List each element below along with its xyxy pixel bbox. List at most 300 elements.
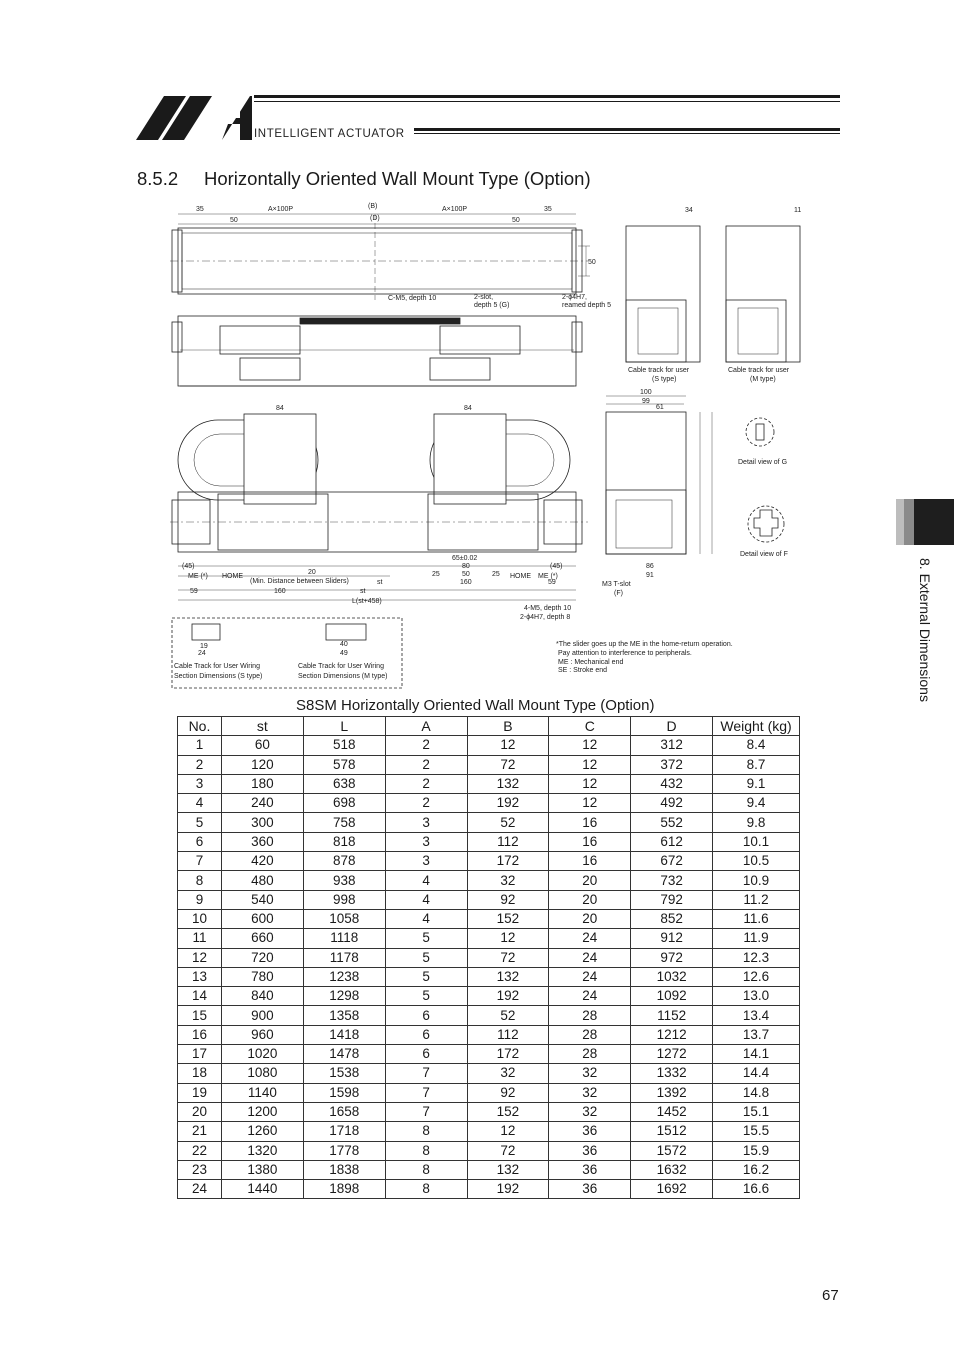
table-cell: 5	[385, 967, 467, 986]
table-cell: 660	[221, 929, 303, 948]
callout-2slot-1: 2-slot,	[474, 294, 494, 301]
table-cell: 192	[467, 1180, 549, 1199]
table-cell: 3	[385, 813, 467, 832]
table-cell: 1178	[303, 948, 385, 967]
table-cell: 11	[178, 929, 222, 948]
table-row	[178, 909, 800, 928]
table-cell: 1392	[631, 1083, 713, 1102]
table-cell: 998	[303, 890, 385, 909]
table-row	[178, 987, 800, 1006]
side-view-s-type	[626, 226, 700, 362]
table-cell: 1632	[631, 1160, 713, 1179]
table-cell: 1320	[221, 1141, 303, 1160]
table-row	[178, 1141, 800, 1160]
table-cell: 120	[221, 755, 303, 774]
col-header: C	[549, 717, 631, 736]
table-cell: 840	[221, 987, 303, 1006]
callout-2slot-2: depth 5 (G)	[474, 302, 510, 309]
table-cell: 11.9	[713, 929, 800, 948]
callout-reamed-1: 2-ϕ4H7,	[562, 294, 587, 301]
table-cell: 758	[303, 813, 385, 832]
table-cell: 8	[385, 1180, 467, 1199]
table-cell: 1692	[631, 1180, 713, 1199]
table-cell: 2	[385, 794, 467, 813]
dim-50-bottom: 50	[462, 571, 470, 578]
table-cell: 600	[221, 909, 303, 928]
dim-59-left: 59	[190, 588, 198, 595]
table-cell: 132	[467, 967, 549, 986]
dim-st-upper: st	[377, 579, 383, 586]
table-cell: 52	[467, 1006, 549, 1025]
dim-d: (D)	[370, 215, 380, 222]
dim-axp-right: A×100P	[442, 206, 468, 213]
table-cell: 2	[385, 736, 467, 755]
table-cell: 24	[549, 967, 631, 986]
callout-reamed-2: reamed depth 5	[562, 302, 612, 309]
table-cell: 72	[467, 755, 549, 774]
table-cell: 12.6	[713, 967, 800, 986]
table-cell: 8	[178, 871, 222, 890]
dim-59-right: 59	[548, 579, 556, 586]
table-cell: 1658	[303, 1102, 385, 1121]
table-cell: 578	[303, 755, 385, 774]
table-cell: 1238	[303, 967, 385, 986]
table-cell: 13.7	[713, 1025, 800, 1044]
note-line-1: *The slider goes up the ME in the home-return operation.	[556, 641, 733, 648]
table-cell: 24	[549, 929, 631, 948]
detail-g-label: Detail view of G	[738, 459, 788, 466]
table-cell: 492	[631, 794, 713, 813]
table-cell: 72	[467, 948, 549, 967]
table-cell: 8	[385, 1160, 467, 1179]
table-row	[178, 774, 800, 793]
table-cell: 1212	[631, 1025, 713, 1044]
table-cell: 3	[178, 774, 222, 793]
table-cell: 9	[178, 890, 222, 909]
table-row	[178, 1160, 800, 1179]
spec-table	[177, 716, 800, 1199]
side-view-m-type	[726, 226, 800, 362]
table-cell: 4	[385, 871, 467, 890]
table-row	[178, 871, 800, 890]
table-cell: 14.4	[713, 1064, 800, 1083]
table-cell: 12	[549, 774, 631, 793]
table-cell: 15.9	[713, 1141, 800, 1160]
table-cell: 4	[385, 909, 467, 928]
note-line-4: SE : Stroke end	[558, 667, 608, 674]
table-cell: 1538	[303, 1064, 385, 1083]
dim-34: 34	[685, 207, 693, 214]
table-cell: 16.6	[713, 1180, 800, 1199]
table-cell: 552	[631, 813, 713, 832]
table-cell: 720	[221, 948, 303, 967]
dim-axp-left: A×100P	[268, 206, 294, 213]
dim-11: 11	[794, 207, 802, 214]
table-cell: 20	[549, 871, 631, 890]
dim-65: 65±0.02	[452, 555, 478, 562]
table-cell: 28	[549, 1025, 631, 1044]
table-cell: 32	[467, 871, 549, 890]
table-row	[178, 1180, 800, 1199]
brand-text: INTELLIGENT ACTUATOR	[254, 128, 405, 140]
table-row	[178, 832, 800, 851]
col-header: No.	[178, 717, 222, 736]
table-cell: 1598	[303, 1083, 385, 1102]
table-cell: 19	[178, 1083, 222, 1102]
table-cell: 612	[631, 832, 713, 851]
table-cell: 10.5	[713, 852, 800, 871]
table-row	[178, 890, 800, 909]
table-cell: 32	[549, 1102, 631, 1121]
dim-50-right: 50	[512, 217, 520, 224]
table-cell: 1	[178, 736, 222, 755]
table-cell: 16	[178, 1025, 222, 1044]
table-cell: 6	[178, 832, 222, 851]
table-cell: 172	[467, 852, 549, 871]
table-cell: 10.9	[713, 871, 800, 890]
dim-35-left: 35	[196, 206, 204, 213]
table-cell: 1452	[631, 1102, 713, 1121]
table-cell: 36	[549, 1122, 631, 1141]
cable-track-s-line1: Cable track for user	[628, 367, 690, 374]
table-cell: 1118	[303, 929, 385, 948]
table-row	[178, 1025, 800, 1044]
table-cell: 28	[549, 1045, 631, 1064]
table-cell: 13.0	[713, 987, 800, 1006]
table-cell: 540	[221, 890, 303, 909]
table-title: S8SM Horizontally Oriented Wall Mount Type (Option)	[296, 697, 655, 714]
table-cell: 1272	[631, 1045, 713, 1064]
table-cell: 7	[385, 1064, 467, 1083]
dim-86: 86	[646, 563, 654, 570]
table-cell: 32	[549, 1064, 631, 1083]
dim-100: 100	[640, 389, 652, 396]
table-cell: 1572	[631, 1141, 713, 1160]
table-row	[178, 967, 800, 986]
table-cell: 14.8	[713, 1083, 800, 1102]
table-cell: 16.2	[713, 1160, 800, 1179]
table-cell: 3	[385, 832, 467, 851]
section-title: Horizontally Oriented Wall Mount Type (Option)	[204, 168, 591, 189]
table-row	[178, 1122, 800, 1141]
table-cell: 5	[385, 929, 467, 948]
table-cell: 14.1	[713, 1045, 800, 1064]
table-cell: 9.8	[713, 813, 800, 832]
table-cell: 638	[303, 774, 385, 793]
table-cell: 1152	[631, 1006, 713, 1025]
table-cell: 192	[467, 987, 549, 1006]
table-cell: 300	[221, 813, 303, 832]
table-cell: 18	[178, 1064, 222, 1083]
table-cell: 12	[467, 929, 549, 948]
dimension-drawing	[160, 200, 820, 694]
table-cell: 92	[467, 890, 549, 909]
table-cell: 13	[178, 967, 222, 986]
dim-home-left: HOME	[222, 573, 243, 580]
table-cell: 10	[178, 909, 222, 928]
table-row	[178, 1102, 800, 1121]
table-cell: 1020	[221, 1045, 303, 1064]
t-slot-line2: (F)	[614, 590, 623, 597]
table-cell: 1358	[303, 1006, 385, 1025]
table-cell: 16	[549, 813, 631, 832]
table-row	[178, 1045, 800, 1064]
table-cell: 900	[221, 1006, 303, 1025]
wiring-s-label-1: Cable Track for User Wiring	[174, 663, 260, 670]
side-tab-marker	[896, 499, 954, 545]
table-cell: 938	[303, 871, 385, 890]
table-cell: 8.7	[713, 755, 800, 774]
dim-b: (B)	[368, 203, 378, 210]
dim-total-length: L(st+458)	[352, 598, 382, 605]
table-row	[178, 948, 800, 967]
table-cell: 1478	[303, 1045, 385, 1064]
dim-80: 80	[462, 563, 470, 570]
dim-84-left: 84	[276, 405, 284, 412]
side-tab-label: 8. External Dimensions	[917, 558, 933, 702]
table-header-row	[178, 717, 800, 736]
table-cell: 16	[549, 852, 631, 871]
table-cell: 4	[385, 890, 467, 909]
table-cell: 4	[178, 794, 222, 813]
table-cell: 1140	[221, 1083, 303, 1102]
table-cell: 2	[385, 755, 467, 774]
table-cell: 8	[385, 1141, 467, 1160]
table-cell: 11.6	[713, 909, 800, 928]
table-row	[178, 1083, 800, 1102]
dim-20: 20	[308, 569, 316, 576]
table-cell: 2	[178, 755, 222, 774]
table-cell: 12	[467, 1122, 549, 1141]
table-cell: 780	[221, 967, 303, 986]
table-cell: 112	[467, 832, 549, 851]
table-cell: 15.1	[713, 1102, 800, 1121]
table-cell: 5	[385, 948, 467, 967]
dim-st-lower: st	[360, 588, 366, 595]
table-cell: 372	[631, 755, 713, 774]
table-cell: 60	[221, 736, 303, 755]
table-cell: 732	[631, 871, 713, 890]
table-cell: 1058	[303, 909, 385, 928]
table-cell: 960	[221, 1025, 303, 1044]
wiring-m-label-2: Section Dimensions (M type)	[298, 673, 388, 680]
end-view-body	[606, 412, 686, 554]
iai-logo	[136, 94, 252, 142]
dim-25-left: 25	[432, 571, 440, 578]
dim-61: 61	[656, 404, 664, 411]
dim-84-right: 84	[464, 405, 472, 412]
table-cell: 10.1	[713, 832, 800, 851]
table-row	[178, 929, 800, 948]
col-header: D	[631, 717, 713, 736]
table-cell: 1718	[303, 1122, 385, 1141]
table-cell: 818	[303, 832, 385, 851]
table-cell: 420	[221, 852, 303, 871]
table-cell: 32	[549, 1083, 631, 1102]
table-row	[178, 1006, 800, 1025]
table-row	[178, 755, 800, 774]
table-row	[178, 1064, 800, 1083]
table-cell: 1032	[631, 967, 713, 986]
callout-cm5: C-M5, depth 10	[388, 295, 437, 302]
table-cell: 23	[178, 1160, 222, 1179]
table-row	[178, 794, 800, 813]
table-cell: 1838	[303, 1160, 385, 1179]
table-cell: 912	[631, 929, 713, 948]
table-cell: 972	[631, 948, 713, 967]
col-header: L	[303, 717, 385, 736]
note-line-2: Pay attention to interference to peripherals.	[558, 650, 692, 657]
table-cell: 11.2	[713, 890, 800, 909]
dim-160-right: 160	[460, 579, 472, 586]
table-cell: 878	[303, 852, 385, 871]
table-cell: 6	[385, 1025, 467, 1044]
table-cell: 20	[549, 890, 631, 909]
detail-g-circle	[746, 418, 774, 446]
table-cell: 9.1	[713, 774, 800, 793]
table-cell: 12	[549, 755, 631, 774]
detail-f-label: Detail view of F	[740, 551, 788, 558]
wiring-m-label-1: Cable Track for User Wiring	[298, 663, 384, 670]
table-cell: 5	[385, 987, 467, 1006]
table-cell: 6	[385, 1045, 467, 1064]
table-cell: 240	[221, 794, 303, 813]
table-cell: 5	[178, 813, 222, 832]
table-cell: 852	[631, 909, 713, 928]
table-cell: 36	[549, 1160, 631, 1179]
detail-f-circle	[748, 506, 784, 542]
table-cell: 20	[549, 909, 631, 928]
table-cell: 132	[467, 1160, 549, 1179]
dim-160-left: 160	[274, 588, 286, 595]
cable-track-s-line2: (S type)	[652, 376, 677, 383]
section-heading	[137, 168, 591, 190]
table-cell: 20	[178, 1102, 222, 1121]
table-cell: 7	[385, 1083, 467, 1102]
front-view-body	[178, 316, 576, 386]
table-cell: 1260	[221, 1122, 303, 1141]
dim-45-right: (45)	[550, 563, 563, 570]
note-line-3: ME : Mechanical end	[558, 659, 624, 666]
table-cell: 36	[549, 1180, 631, 1199]
table-cell: 698	[303, 794, 385, 813]
col-header: Weight (kg)	[713, 717, 800, 736]
page-number: 67	[822, 1287, 839, 1304]
table-cell: 312	[631, 736, 713, 755]
table-row	[178, 813, 800, 832]
dim-50-side: 50	[588, 259, 596, 266]
table-cell: 1092	[631, 987, 713, 1006]
table-cell: 92	[467, 1083, 549, 1102]
table-cell: 132	[467, 774, 549, 793]
table-row	[178, 736, 800, 755]
dim-45-left: (45)	[182, 563, 195, 570]
wiring-s-24: 24	[198, 650, 206, 657]
table-cell: 8	[385, 1122, 467, 1141]
callout-2phi4: 2-ϕ4H7, depth 8	[520, 614, 571, 621]
dim-min-distance: (Min. Distance between Sliders)	[250, 578, 349, 585]
table-cell: 672	[631, 852, 713, 871]
table-cell: 15	[178, 1006, 222, 1025]
table-cell: 36	[549, 1141, 631, 1160]
callout-4m5: 4-M5, depth 10	[524, 605, 572, 612]
section-number: 8.5.2	[137, 168, 179, 189]
table-cell: 24	[549, 987, 631, 1006]
dim-35-right: 35	[544, 206, 552, 213]
table-cell: 172	[467, 1045, 549, 1064]
col-header: A	[385, 717, 467, 736]
dim-91: 91	[646, 572, 654, 579]
table-row	[178, 852, 800, 871]
table-cell: 1440	[221, 1180, 303, 1199]
table-cell: 152	[467, 909, 549, 928]
table-cell: 28	[549, 1006, 631, 1025]
table-cell: 1200	[221, 1102, 303, 1121]
table-cell: 6	[385, 1006, 467, 1025]
table-cell: 1512	[631, 1122, 713, 1141]
table-cell: 52	[467, 813, 549, 832]
table-cell: 480	[221, 871, 303, 890]
table-cell: 8.4	[713, 736, 800, 755]
table-cell: 15.5	[713, 1122, 800, 1141]
table-cell: 12.3	[713, 948, 800, 967]
table-cell: 1418	[303, 1025, 385, 1044]
table-cell: 13.4	[713, 1006, 800, 1025]
table-cell: 7	[178, 852, 222, 871]
table-cell: 24	[178, 1180, 222, 1199]
table-cell: 7	[385, 1102, 467, 1121]
table-cell: 432	[631, 774, 713, 793]
side-tab	[911, 558, 935, 728]
dim-me-left: ME (*)	[188, 573, 208, 580]
table-cell: 9.4	[713, 794, 800, 813]
wiring-m-49: 49	[340, 650, 348, 657]
dim-25-right: 25	[492, 571, 500, 578]
table-cell: 1332	[631, 1064, 713, 1083]
table-cell: 24	[549, 948, 631, 967]
cable-track-m-line2: (M type)	[750, 376, 776, 383]
dim-99: 99	[642, 398, 650, 405]
table-cell: 16	[549, 832, 631, 851]
table-cell: 192	[467, 794, 549, 813]
table-cell: 360	[221, 832, 303, 851]
table-cell: 112	[467, 1025, 549, 1044]
wiring-m-40: 40	[340, 641, 348, 648]
dim-home-right: HOME	[510, 573, 531, 580]
table-cell: 152	[467, 1102, 549, 1121]
wiring-s-19: 19	[200, 643, 208, 650]
table-cell: 17	[178, 1045, 222, 1064]
table-cell: 1380	[221, 1160, 303, 1179]
table-cell: 12	[467, 736, 549, 755]
table-cell: 22	[178, 1141, 222, 1160]
dim-50-left: 50	[230, 217, 238, 224]
cable-track-m-line1: Cable track for user	[728, 367, 790, 374]
table-cell: 1298	[303, 987, 385, 1006]
col-header: B	[467, 717, 549, 736]
table-cell: 792	[631, 890, 713, 909]
table-cell: 12	[549, 736, 631, 755]
table-cell: 21	[178, 1122, 222, 1141]
t-slot-line1: M3 T-slot	[602, 581, 631, 588]
table-cell: 32	[467, 1064, 549, 1083]
table-cell: 2	[385, 774, 467, 793]
col-header: st	[221, 717, 303, 736]
table-cell: 1898	[303, 1180, 385, 1199]
table-cell: 3	[385, 852, 467, 871]
dim-me-right: ME (*)	[538, 573, 558, 580]
table-cell: 14	[178, 987, 222, 1006]
